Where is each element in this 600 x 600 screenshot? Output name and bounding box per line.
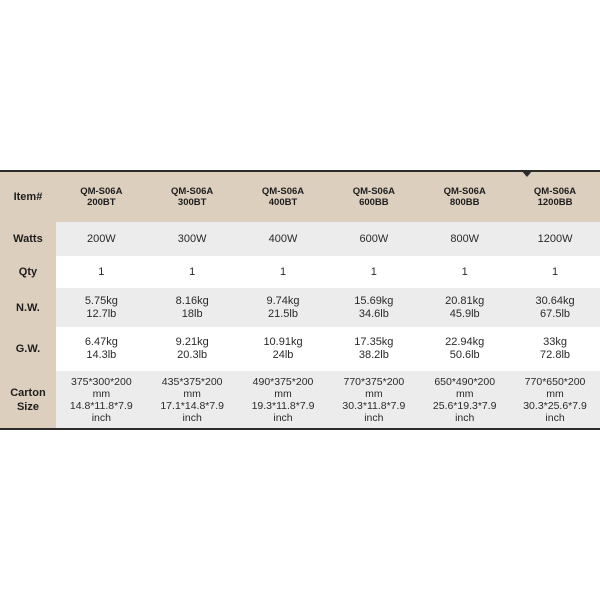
row-label-carton-size	[0, 371, 56, 428]
carton-label-line2: Size	[16, 400, 39, 413]
carton-mm-unit: mm	[365, 387, 383, 400]
carton-inch-unit: inch	[455, 411, 475, 424]
watts-cell: 1200W	[537, 232, 573, 245]
header-model: QM-S06A	[352, 186, 395, 197]
weight-lb: 72.8lb	[540, 349, 571, 361]
row-label-net-weight: N.W.	[0, 288, 56, 327]
weight-kg: 22.94kg	[445, 336, 485, 348]
carton-size-cell	[147, 371, 238, 428]
header-item-200bt	[56, 172, 147, 222]
header-item-300bt	[147, 172, 238, 222]
carton-inch: 17.1*14.8*7.9	[160, 399, 224, 412]
row-label-qty: Qty	[0, 256, 56, 288]
gross-weight-cell	[510, 327, 600, 371]
weight-kg: 30.64kg	[535, 294, 575, 307]
weight-lb: 50.6lb	[449, 349, 480, 361]
net-weight-cell	[328, 288, 419, 327]
net-weight-cell	[56, 288, 147, 327]
header-variant: 200BT	[87, 197, 116, 208]
weight-lb: 34.6lb	[358, 307, 389, 320]
carton-inch: 30.3*25.6*7.9	[523, 399, 587, 412]
carton-size-cell	[510, 371, 600, 428]
carton-mm: 650*490*200	[434, 375, 496, 388]
header-variant: 600BB	[359, 197, 389, 208]
carton-mm-unit: mm	[455, 387, 474, 400]
header-item-800bb	[419, 172, 510, 222]
net-weight-cell	[238, 288, 329, 327]
carton-size-cell	[328, 371, 419, 428]
weight-kg: 5.75kg	[84, 294, 118, 307]
weight-lb: 12.7lb	[86, 307, 117, 320]
weight-lb: 14.3lb	[86, 349, 117, 361]
weight-kg: 15.69kg	[354, 294, 394, 307]
table-row-qty	[0, 256, 600, 288]
weight-kg: 6.47kg	[84, 336, 118, 348]
spec-table	[0, 170, 600, 430]
carton-label-line1: Carton	[10, 386, 46, 399]
carton-mm-unit: mm	[274, 387, 292, 400]
carton-mm: 375*300*200	[70, 375, 132, 388]
carton-inch: 30.3*11.8*7.9	[342, 399, 406, 412]
table-row-watts	[0, 222, 600, 256]
weight-kg: 17.35kg	[354, 336, 394, 348]
header-variant: 300BT	[177, 197, 207, 208]
gross-weight-cell	[56, 327, 147, 371]
gross-weight-cell	[147, 327, 238, 371]
weight-lb: 67.5lb	[540, 307, 571, 320]
weight-lb: 18lb	[181, 307, 203, 320]
header-model: QM-S06A	[261, 186, 305, 197]
carton-size-cell	[419, 371, 510, 428]
weight-kg: 20.81kg	[445, 294, 485, 307]
qty-cell: 1	[189, 265, 196, 278]
carton-size-cell	[238, 371, 329, 428]
qty-cell: 1	[551, 265, 559, 278]
row-label-watts: Watts	[0, 222, 56, 256]
weight-lb: 21.5lb	[268, 307, 298, 320]
weight-kg: 33kg	[543, 336, 567, 348]
carton-mm-unit: mm	[92, 387, 111, 400]
carton-mm: 435*375*200	[161, 375, 223, 388]
table-row-carton-size	[0, 371, 600, 428]
header-variant: 400BT	[268, 197, 298, 208]
carton-inch: 14.8*11.8*7.9	[69, 399, 133, 412]
carton-mm-unit: mm	[546, 387, 564, 400]
carton-inch-unit: inch	[545, 411, 565, 424]
qty-cell: 1	[98, 265, 105, 278]
table-row-gross-weight	[0, 327, 600, 371]
watts-cell: 300W	[177, 232, 207, 245]
header-model: QM-S06A	[443, 186, 486, 197]
carton-inch-unit: inch	[91, 411, 111, 424]
weight-lb: 38.2lb	[358, 349, 389, 361]
header-variant: 800BB	[449, 197, 480, 208]
header-model: QM-S06A	[533, 186, 577, 197]
weight-kg: 8.16kg	[175, 294, 209, 307]
carton-inch-unit: inch	[182, 411, 202, 424]
carton-inch-unit: inch	[273, 411, 293, 424]
watts-cell: 200W	[86, 232, 116, 245]
net-weight-cell	[510, 288, 600, 327]
carton-size-cell	[56, 371, 147, 428]
gross-weight-cell	[328, 327, 419, 371]
qty-cell: 1	[279, 265, 287, 278]
qty-cell: 1	[370, 265, 377, 278]
weight-lb: 24lb	[272, 349, 294, 361]
watts-cell: 600W	[359, 232, 389, 245]
carton-inch-unit: inch	[364, 411, 384, 424]
carton-mm-unit: mm	[183, 387, 201, 400]
header-item-600bb	[328, 172, 419, 222]
weight-lb: 20.3lb	[177, 349, 208, 361]
table-header-row	[0, 172, 600, 222]
watts-cell: 800W	[450, 232, 480, 245]
row-label-item: Item#	[0, 172, 56, 222]
net-weight-cell	[419, 288, 510, 327]
weight-kg: 10.91kg	[263, 336, 303, 348]
qty-cell: 1	[461, 265, 468, 278]
header-variant: 1200BB	[537, 197, 573, 208]
header-model: QM-S06A	[80, 186, 123, 197]
carton-mm: 770*375*200	[343, 375, 405, 388]
header-model: QM-S06A	[171, 186, 214, 197]
row-label-gross-weight: G.W.	[0, 327, 56, 371]
gross-weight-cell	[419, 327, 510, 371]
gross-weight-cell	[238, 327, 329, 371]
net-weight-cell	[147, 288, 238, 327]
carton-inch: 19.3*11.8*7.9	[251, 399, 315, 412]
header-item-1200bb	[510, 172, 600, 222]
carton-mm: 770*650*200	[524, 375, 586, 388]
table-row-net-weight	[0, 288, 600, 327]
triangle-marker-icon	[521, 170, 533, 177]
weight-kg: 9.74kg	[266, 294, 300, 307]
carton-mm: 490*375*200	[252, 375, 314, 388]
header-item-400bt	[238, 172, 329, 222]
weight-lb: 45.9lb	[449, 307, 480, 320]
weight-kg: 9.21kg	[175, 336, 209, 348]
watts-cell: 400W	[268, 232, 298, 245]
carton-inch: 25.6*19.3*7.9	[432, 399, 497, 412]
